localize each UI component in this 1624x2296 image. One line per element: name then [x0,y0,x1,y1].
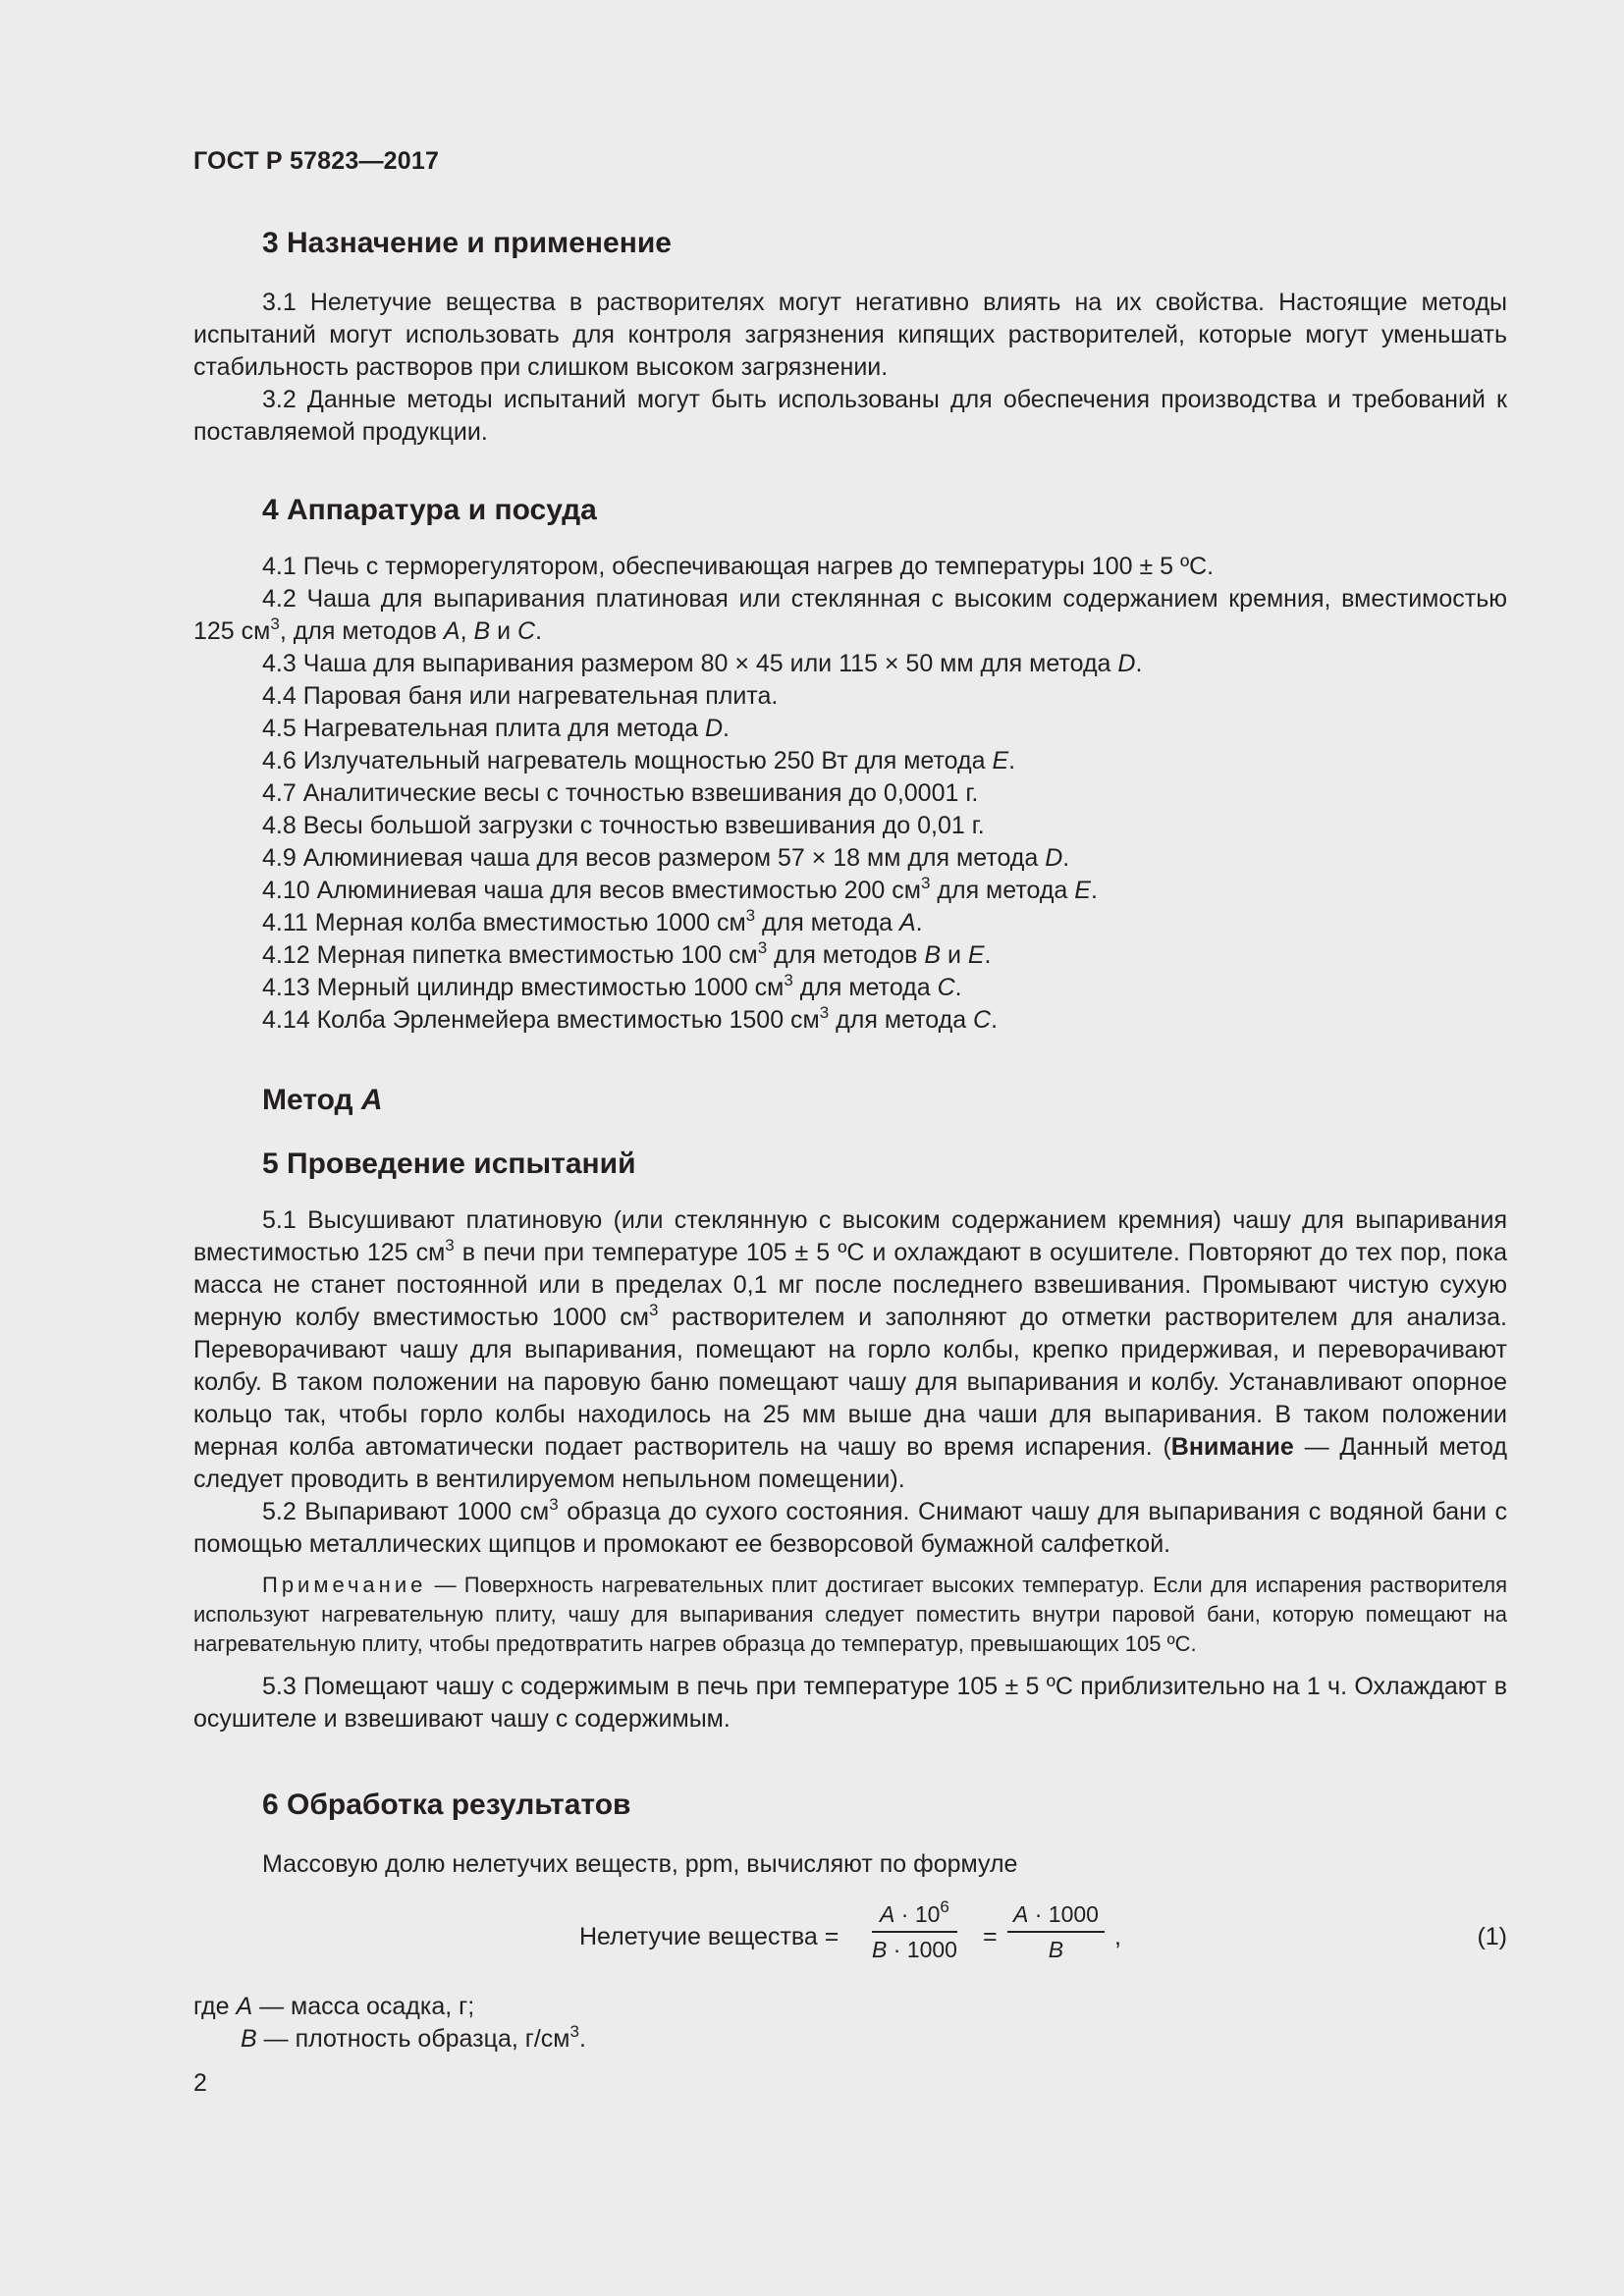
section-4-heading: 4 Аппаратура и посуда [262,494,597,526]
section-6-heading: 6 Обработка результатов [262,1789,631,1821]
list-item: 4.3 Чаша для выпаривания размером 80 × 45 или 115 × 50 мм для метода D. [262,650,1143,677]
page-number: 2 [193,2069,207,2097]
section-6-intro [193,1848,1507,1881]
section-3-heading: 3 Назначение и применение [262,227,672,259]
formula-comma: , [1114,1923,1121,1950]
section-4-list [193,551,1507,1037]
formula-number: (1) [1477,1923,1507,1950]
list-item: 4.11 Мерная колба вместимостью 1000 $см^3$ для метода A. [262,906,923,936]
list-item: 4.14 Колба Эрленмейера вместимостью 1500 $см^3$ для метода C. [262,1003,999,1034]
formula-fraction-1: $\frac{A \cdot 10^6}{B \cdot 1000}$ [872,1897,957,1962]
list-item: 4.8 Весы большой загрузки с точностью взвешивания до 0,01 г. [262,812,985,839]
list-item: 4.6 Излучательный нагреватель мощностью 250 Вт для метода E. [262,747,1016,774]
formula-1 [193,1899,1507,1973]
formula-intro: Массовую долю нелетучих веществ, ppm, вычисляют по формуле [262,1850,1018,1878]
section-5-body [193,1204,1507,1735]
formula-legend [193,1991,1507,2056]
formula-lhs: Нелетучие вещества = [579,1923,839,1950]
list-item: 4.13 Мерный цилиндр вместимостью 1000 $см^3$ для метода C. [262,971,962,1001]
legend-b: B — плотность образца, $г/см^3$. [241,2022,586,2053]
list-item: 4.4 Паровая баня или нагревательная плита. [262,682,779,710]
list-item: 4.9 Алюминиевая чаша для весов размером 57 × 18 мм для метода D. [262,844,1070,872]
section-3-body [193,287,1507,449]
paragraph-3-2: 3.2 Данные методы испытаний могут быть использованы для обеспечения производства и требований к поставляемой продукции. [193,386,1507,446]
formula-equals: = [983,1923,998,1950]
list-item: 4.5 Нагревательная плита для метода D. [262,715,730,742]
paragraph-5-1: 5.1 Высушивают платиновую (или стеклянную с высоким содержанием кремния) чашу для выпаривания вместимостью 125 $см^3$ в печи при температуре 105 ± 5 ºС и охлаждают в осушителе. Повторяют до тех пор, пока масса не станет постоянной или в пределах 0,1 мг после последнего взвешивания. Промывают чистую сухую мерную колбу вместимостью 1000 $см^3$ растворителем и заполняют до отметки растворителем для анализа. Переворачивают чашу для выпаривания, помещают на горло колбы, крепко придерживая, и переворачивают колбу. В таком положении на паровую баню помещают чашу для выпаривания и колбу. Устанавливают опорное кольцо так, чтобы горло колбы находилось на 25 мм выше дна чаши для выпаривания. В таком положении мерная колба автоматически подает растворитель на чашу во время испарения. (Внимание — Данный метод следует проводить в вентилируемом непыльном помещении). [193,1206,1507,1493]
list-item: 4.2 Чаша для выпаривания платиновая или стеклянная с высоким содержанием кремния, вместимостью 125 $см^3$, для методов A, B и C. [193,585,1507,645]
list-item: 4.10 Алюминиевая чаша для весов вместимостью 200 $см^3$ для метода E. [262,874,1098,904]
note: Примечание — Поверхность нагревательных плит достигает высоких температур. Если для испарения растворителя используют нагревательную плиту, чашу для выпаривания следует поместить внутри паровой бани, которую помещают на нагревательную плиту, чтобы предотвратить нагрев образца до температур, превышающих 105 ºС. [193,1573,1507,1656]
paragraph-5-2: 5.2 Выпаривают 1000 $см^3$ образца до сухого состояния. Снимают чашу для выпаривания с водяной бани с помощью металлических щипцов и промокают ее безворсовой бумажной салфеткой. [193,1495,1507,1558]
paragraph-3-1: 3.1 Нелетучие вещества в растворителях могут негативно влиять на их свойства. Настоящие методы испытаний могут использовать для контроля загрязнения кипящих растворителей, которые могут уменьшать стабильность растворов при слишком высоком загрязнении. [193,289,1507,381]
formula-fraction-2: $\frac{A \cdot 1000}{B}$ [1007,1899,1105,1964]
list-item: 4.12 Мерная пипетка вместимостью 100 $см^3$ для методов B и E. [262,938,992,969]
legend-a: где A — масса осадка, г; [193,1993,475,2020]
list-item: 4.7 Аналитические весы с точностью взвешивания до 0,0001 г. [262,779,979,807]
method-heading: Метод A [262,1084,383,1116]
section-5-heading: 5 Проведение испытаний [262,1148,636,1180]
list-item: 4.1 Печь с терморегулятором, обеспечивающая нагрев до температуры 100 ± 5 ºС. [262,553,1215,580]
paragraph-5-3: 5.3 Помещают чашу с содержимым в печь при температуре 105 ± 5 ºС приблизительно на 1 ч. Охлаждают в осушителе и взвешивают чашу с содержимым. [193,1673,1507,1733]
document-id-header: ГОСТ Р 57823—2017 [193,147,440,175]
